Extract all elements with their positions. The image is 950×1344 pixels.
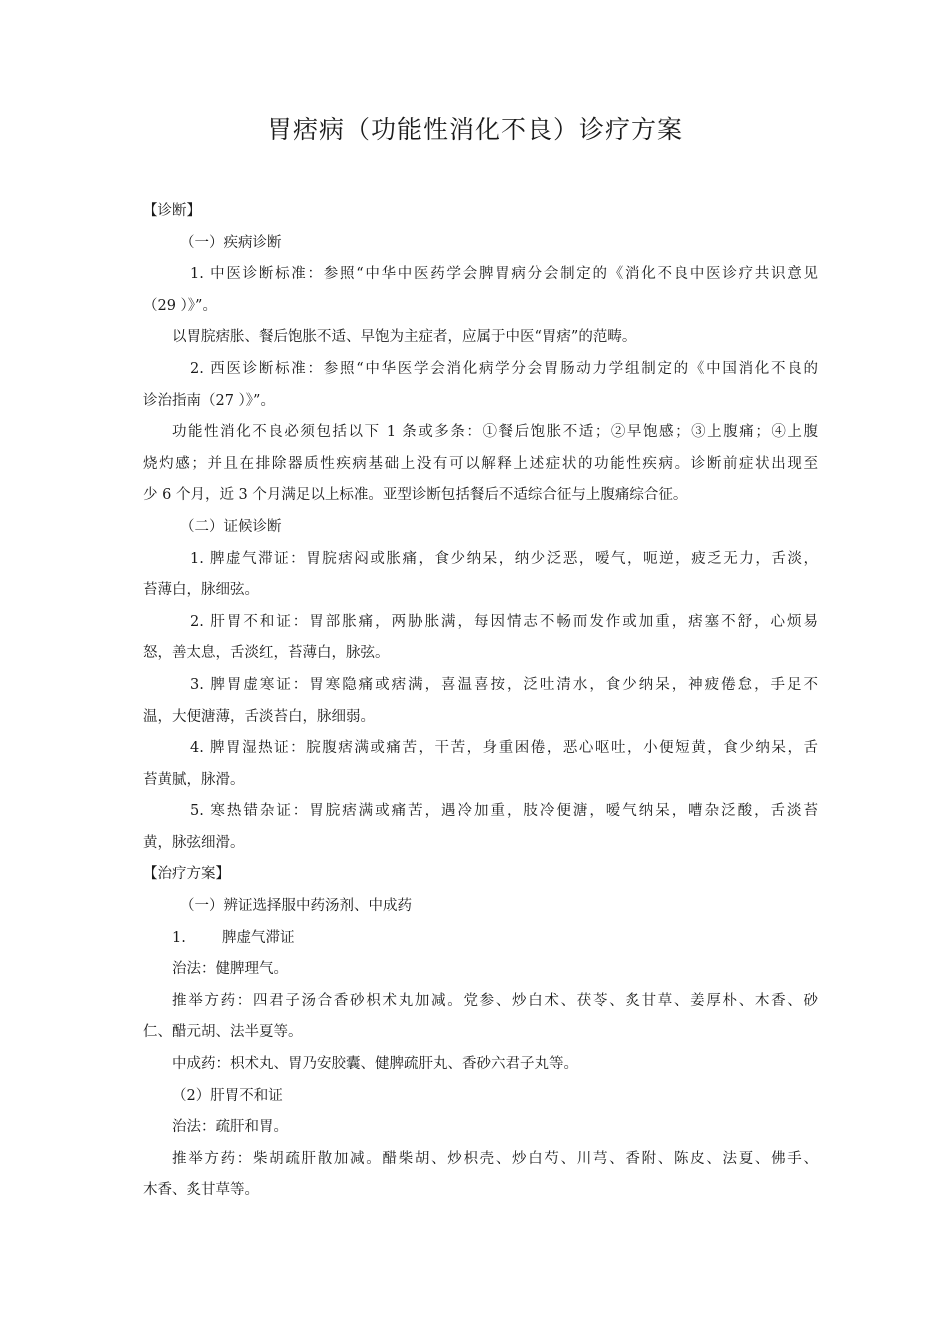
syndrome-2-line-2: 怒，善太息，舌淡红，苔薄白，脉弦。 [143,645,390,662]
syndrome-4-line-2: 苔黄腻，脉滑。 [143,771,245,788]
treatment-item-1-number: 1. [172,929,186,946]
syndrome-5-line-1: 5. 寒热错杂证：胃脘痞满或痛苦，遇冷加重，肢冷便溏，嗳气纳呆，嘈杂泛酸，舌淡苔 [190,803,818,820]
document-body [143,196,818,1207]
syndrome-4-line-1: 4. 脾胃湿热证：脘腹痞满或痛苦，干苦，身重困倦，恶心呕吐，小便短黄，食少纳呆，舌 [190,740,818,757]
treatment-item-2-method: 治法：疏肝和胃。 [172,1119,288,1136]
syndrome-2-line-1: 2. 肝胃不和证：胃部胀痛，两胁胀满，每因情志不畅而发作或加重，痞塞不舒，心烦易 [190,613,818,630]
tcm-standard-line-1: 1. 中医诊断标准：参照“中华中医药学会脾胃病分会制定的《消化不良中医诊疗共识意见 [190,266,818,283]
disease-diagnosis-heading: （一）疾病诊断 [180,234,282,251]
fd-criteria-line-3: 少 6 个月，近 3 个月满足以上标准。亚型诊断包括餐后不适综合征与上腹痛综合征。 [143,487,688,504]
diagnosis-heading: 【诊断】 [143,203,201,219]
fd-criteria-line-2: 烧灼感；并且在排除器质性疾病基础上没有可以解释上述症状的功能性疾病。诊断前症状出现至 [143,455,818,472]
tcm-standard-line-2: （29 ）》”。 [143,297,217,314]
treatment-item-2-prescription-line-1: 推举方药：柴胡疏肝散加减。醋柴胡、炒枳壳、炒白芍、川芎、香附、陈皮、法夏、佛手、 [172,1150,818,1167]
treatment-item-1-prescription-line-2: 仁、醋元胡、法半夏等。 [143,1024,303,1041]
document-title: 胃痞病（功能性消化不良）诊疗方案 [266,115,683,144]
tcm-scope-paragraph: 以胃脘痞胀、餐后饱胀不适、早饱为主症者，应属于中医“胃痞”的范畴。 [172,329,637,346]
treatment-item-1-method: 治法：健脾理气。 [172,961,288,978]
treatment-item-2-title: （2）肝胃不和证 [172,1087,283,1104]
fd-criteria-line-1: 功能性消化不良必须包括以下 1 条或多条：①餐后饱胀不适；②早饱感；③上腹痛；④上腹 [172,424,818,441]
syndrome-3-line-1: 3. 脾胃虚寒证：胃寒隐痛或痞满，喜温喜按，泛吐清水，食少纳呆，神疲倦怠，手足不 [190,676,818,693]
treatment-heading: 【治疗方案】 [143,866,230,883]
syndrome-diagnosis-heading: （二）证候诊断 [180,518,282,535]
treatment-item-1-label: 脾虚气滞证 [222,929,295,946]
treatment-item-1-title [143,923,818,955]
syndrome-1-line-2: 苔薄白，脉细弦。 [143,582,259,599]
syndrome-5-line-2: 黄，脉弦细滑。 [143,834,245,851]
western-standard-line-1: 2. 西医诊断标准：参照“中华医学会消化病学分会胃肠动力学组制定的《中国消化不良的 [190,360,818,377]
syndrome-3-line-2: 温，大便溏薄，舌淡苔白，脉细弱。 [143,708,375,725]
treatment-item-1-prescription-line-1: 推举方药：四君子汤合香砂枳术丸加减。党参、炒白术、茯苓、炙甘草、姜厚朴、木香、砂 [172,992,818,1009]
treatment-sub1-heading: （一）辨证选择服中药汤剂、中成药 [180,898,412,915]
western-standard-line-2: 诊治指南（27 ）》”。 [143,392,275,409]
treatment-item-2-prescription-line-2: 木香、炙甘草等。 [143,1182,259,1199]
treatment-item-1-patent-medicine: 中成药：枳术丸、胃乃安胶囊、健脾疏肝丸、香砂六君子丸等。 [172,1056,578,1073]
syndrome-1-line-1: 1. 脾虚气滞证：胃脘痞闷或胀痛，食少纳呆，纳少泛恶，嗳气，呃逆，疲乏无力，舌淡， [190,550,818,567]
